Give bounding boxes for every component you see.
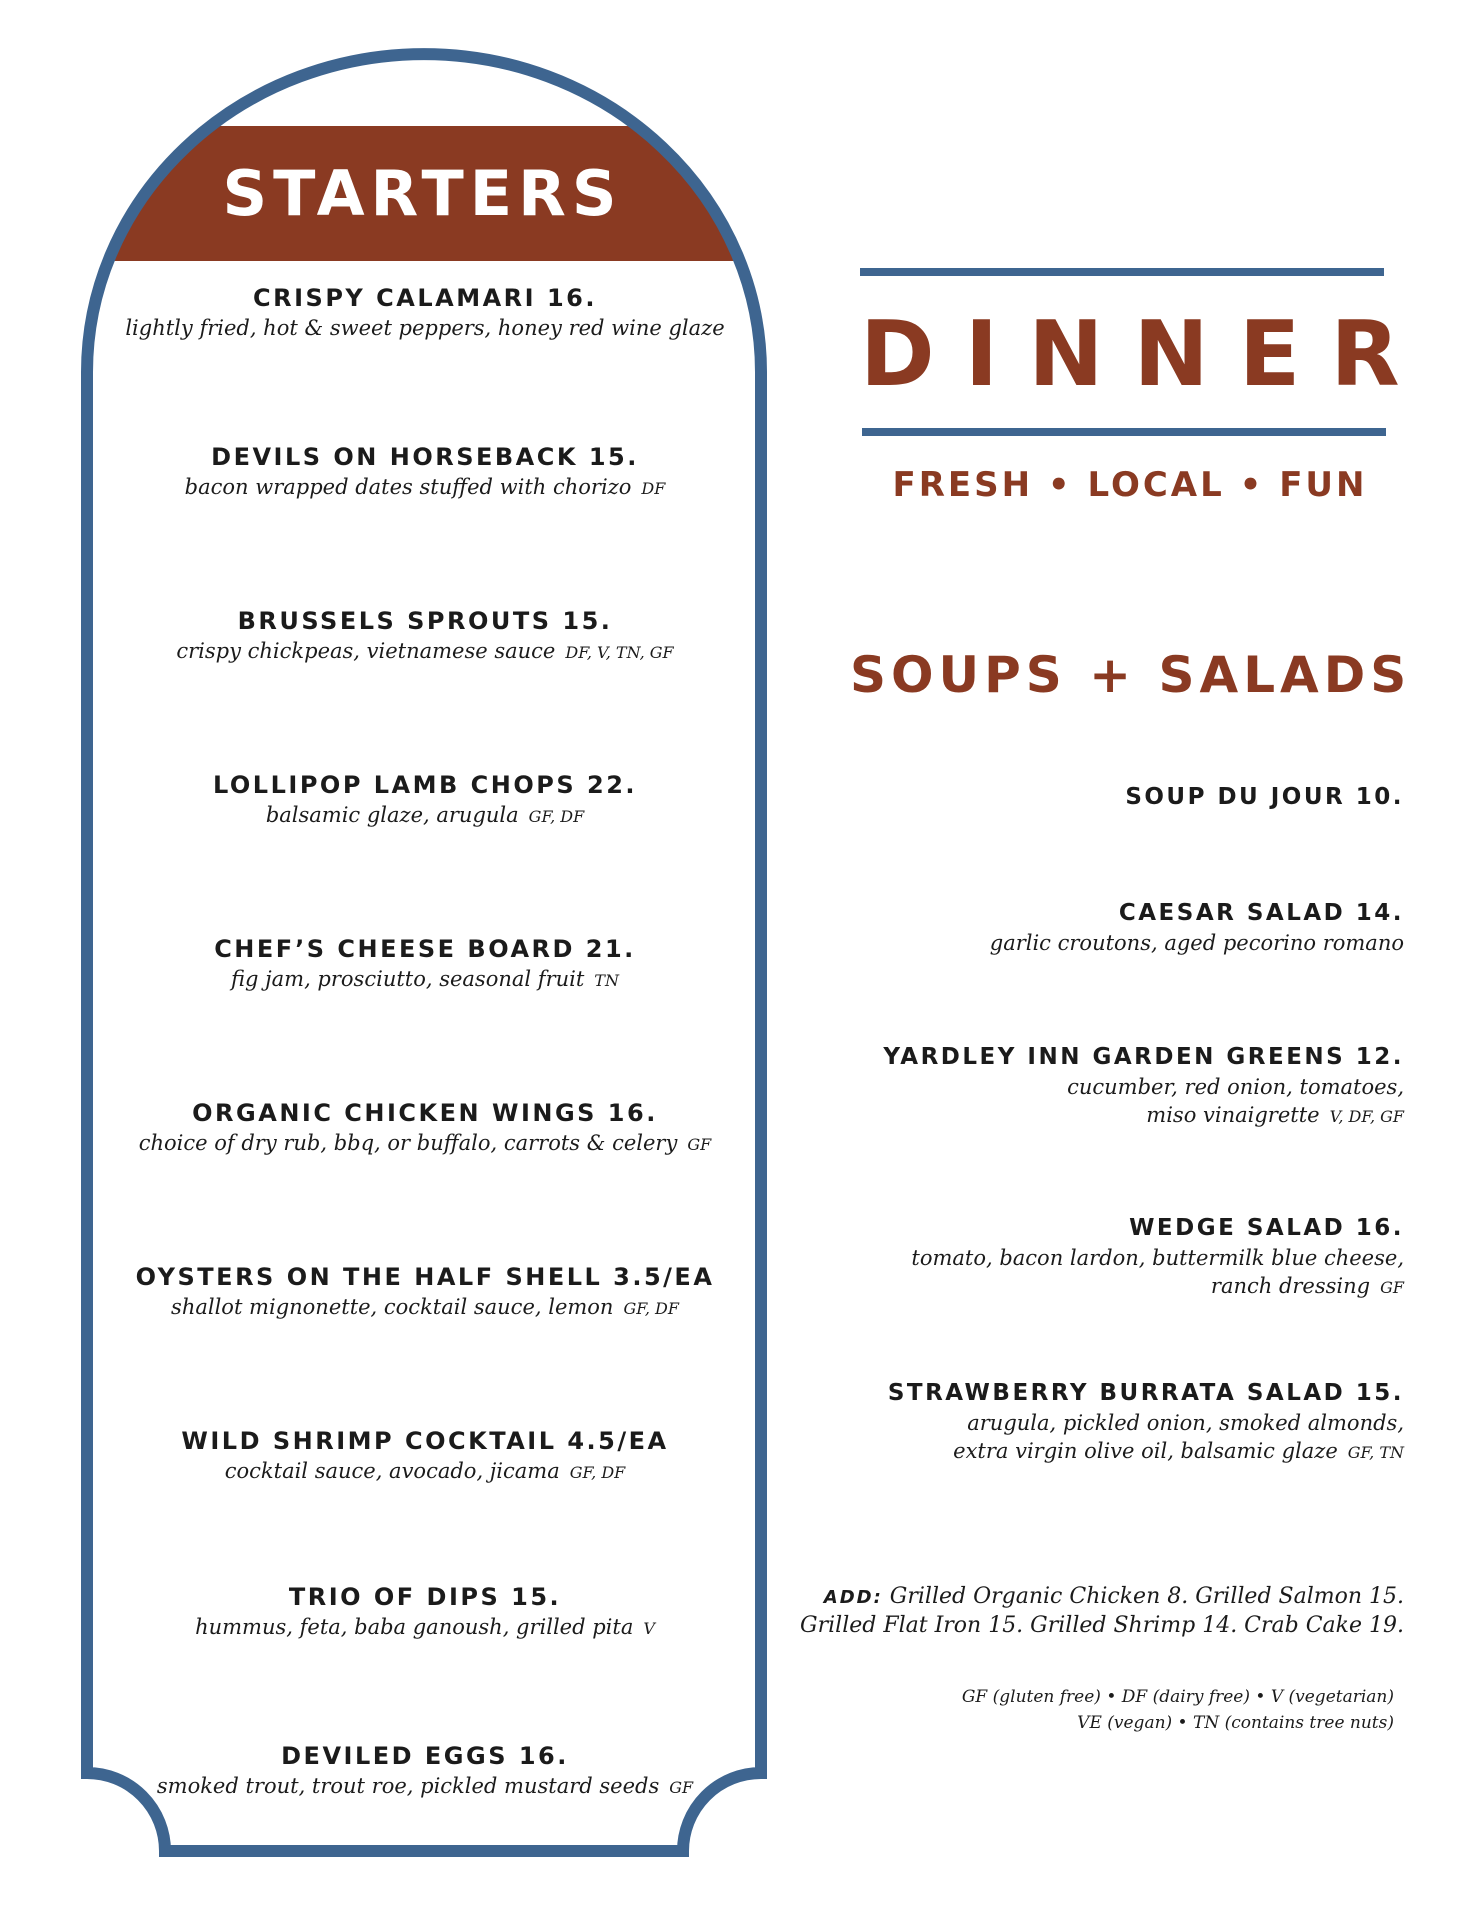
item-name: WEDGE SALAD 16. <box>1129 1215 1404 1241</box>
item-name: WILD SHRIMP COCKTAIL 4.5/EA <box>181 1427 669 1455</box>
item-desc: cocktail sauce, avocado, jicama <box>224 1459 560 1483</box>
item-desc: fig jam, prosciutto, seasonal fruit <box>231 967 585 991</box>
item-desc: garlic croutons, aged pecorino romano <box>989 931 1404 955</box>
salad-item <box>764 1377 1404 1467</box>
soups-salads-heading: SOUPS + SALADS <box>850 646 1412 704</box>
top-rule <box>860 268 1384 276</box>
item-desc: lightly fried, hot & sweet peppers, honey red wine glaze <box>125 316 725 340</box>
item-name: ORGANIC CHICKEN WINGS 16. <box>192 1099 658 1127</box>
item-name: DEVILS ON HORSEBACK 15. <box>211 443 639 471</box>
item-name: DEVILED EGGS 16. <box>281 1742 569 1770</box>
item-desc: extra virgin olive oil, balsamic glaze <box>953 1439 1338 1463</box>
item-name: CAESAR SALAD 14. <box>1118 900 1404 926</box>
item-desc: ranch dressing <box>1210 1274 1371 1298</box>
dietary-tags: GF, TN <box>1347 1443 1404 1462</box>
add-line-1: Grilled Organic Chicken 8. Grilled Salmon 15. <box>889 1584 1404 1609</box>
starter-item <box>95 1740 755 1802</box>
item-name: LOLLIPOP LAMB CHOPS 22. <box>212 771 638 799</box>
dietary-tags: DF, V, TN, GF <box>565 643 674 662</box>
starters-title: STARTERS <box>222 157 623 230</box>
item-name: SOUP DU JOUR 10. <box>1125 784 1404 810</box>
item-desc: bacon wrapped dates stuffed with chorizo <box>184 475 632 499</box>
item-name: BRUSSELS SPROUTS 15. <box>237 607 613 635</box>
dietary-tags: V <box>643 1619 655 1638</box>
starter-item <box>95 769 755 831</box>
item-desc: balsamic glaze, arugula <box>265 803 519 827</box>
add-line-2: Grilled Flat Iron 15. Grilled Shrimp 14. Crab Cake 19. <box>800 1613 1404 1638</box>
item-desc: arugula, pickled onion, smoked almonds, <box>967 1411 1404 1435</box>
item-desc: hummus, feta, baba ganoush, grilled pita <box>195 1615 634 1639</box>
item-name: YARDLEY INN GARDEN GREENS 12. <box>883 1044 1404 1070</box>
tagline: FRESH • LOCAL • FUN <box>892 465 1368 505</box>
dietary-tags: GF <box>669 1778 694 1797</box>
item-name: TRIO OF DIPS 15. <box>288 1583 562 1611</box>
item-desc: smoked trout, trout roe, pickled mustard seeds <box>156 1774 660 1798</box>
starter-item <box>95 441 755 503</box>
item-name: CHEF’S CHEESE BOARD 21. <box>214 935 636 963</box>
salad-item <box>764 1041 1404 1131</box>
starter-item <box>95 1425 755 1487</box>
starter-item <box>95 282 755 342</box>
salad-item <box>764 897 1404 957</box>
item-name: OYSTERS ON THE HALF SHELL 3.5/EA <box>135 1263 715 1291</box>
bottom-rule <box>862 428 1386 436</box>
starter-item <box>95 1581 755 1643</box>
dietary-tags: GF <box>687 1135 712 1154</box>
salad-item <box>764 1212 1404 1302</box>
legend-line-1: GF (gluten free) • DF (dairy free) • V (vegetarian) <box>961 1687 1394 1707</box>
starter-item <box>95 605 755 667</box>
dietary-tags: GF, DF <box>569 1463 626 1482</box>
starter-item <box>95 1097 755 1159</box>
starter-item <box>95 1261 755 1323</box>
dietary-tags: GF <box>1380 1278 1404 1297</box>
dietary-tags: TN <box>594 971 619 990</box>
salad-item <box>764 781 1404 813</box>
add-label: ADD: <box>823 1587 883 1608</box>
item-desc: tomato, bacon lardon, buttermilk blue cheese, <box>911 1246 1404 1270</box>
item-desc: crispy chickpeas, vietnamese sauce <box>176 639 556 663</box>
item-name: CRISPY CALAMARI 16. <box>253 284 597 312</box>
item-desc: shallot mignonette, cocktail sauce, lemon <box>171 1295 614 1319</box>
item-desc: cucumber, red onion, tomatoes, <box>1067 1075 1404 1099</box>
dietary-tags: DF <box>641 479 666 498</box>
dietary-legend <box>794 1684 1394 1736</box>
starter-item <box>95 933 755 995</box>
dietary-tags: GF, DF <box>623 1299 679 1318</box>
item-name: STRAWBERRY BURRATA SALAD 15. <box>887 1380 1404 1406</box>
item-desc: miso vinaigrette <box>1146 1103 1320 1127</box>
dinner-title: DINNER <box>860 302 1430 407</box>
dietary-tags: V, DF, GF <box>1329 1107 1404 1126</box>
dietary-tags: GF, DF <box>528 807 585 826</box>
add-ons <box>704 1583 1404 1640</box>
legend-line-2: VE (vegan) • TN (contains tree nuts) <box>1077 1713 1394 1733</box>
item-desc: choice of dry rub, bbq, or buffalo, carrots & celery <box>138 1131 678 1155</box>
